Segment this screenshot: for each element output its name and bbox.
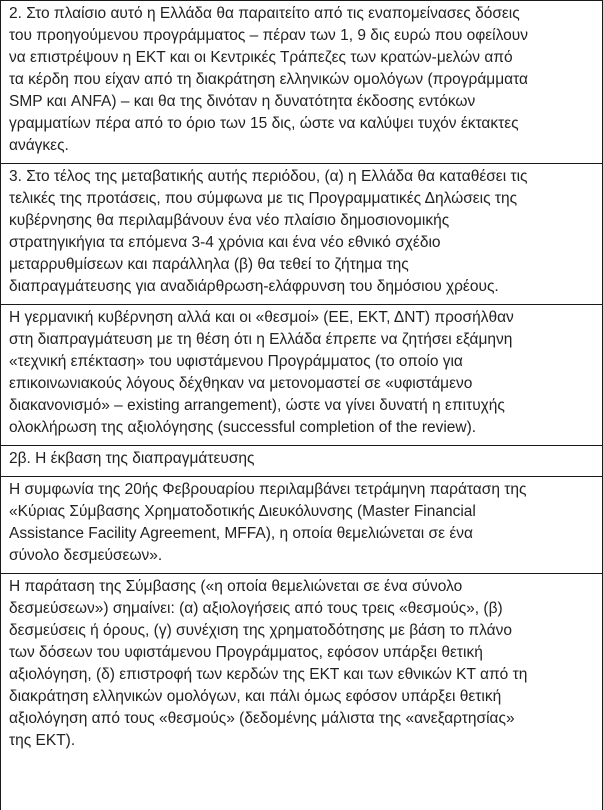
paragraph-section-3-transition-end: 3. Στο τέλος της μεταβατικής αυτής περιόδου, (α) η Ελλάδα θα καταθέσει τις τελικές της προτάσεις, που σύμφωνα με τις Προγραμματικές Δηλώσεις της κυβέρνησης θα περιλαμβάνουν ένα νέο πλαίσιο δημοσιονομικής στρατηγικήγια τα επόμενα 3-4 χρόνια και ένα νέο εθνικό σχέδιο μεταρρυθμίσεων και παράλληλα (β) θα τεθεί το ζήτημα της διαπραγμάτευσης για αναδιάρθρωση-ελάφρυνση του δημόσιου χρέους.	[1, 164, 602, 305]
paragraph-feb-20-agreement: Η συμφωνία της 20ής Φεβρουαρίου περιλαμβάνει τετράμηνη παράταση της «Κύριας Σύμβασης Χρηματοδοτικής Διευκόλυνσης (Master Financial Assistance Facility Agreement, MFFA), η οποία θεμελιώνεται σε ένα σύνολο δεσμεύσεων».	[1, 477, 602, 574]
paragraph-german-government-position: Η γερμανική κυβέρνηση αλλά και οι «θεσμοί» (ΕΕ, ΕΚΤ, ΔΝΤ) προσήλθαν στη διαπραγμάτευση με τη θέση ότι η Ελλάδα έπρεπε να ζητήσει εξάμηνη «τεχνική επέκταση» του υφιστάμενου Προγράμματος (το οποίο για επικοινωνιακούς λόγους δέχθηκαν να μετονομαστεί σε «υφιστάμενο διακανονισμό» – existing arrangement), ώστε να γίνει δυνατή η επιτυχής ολοκλήρωση της αξιολόγησης (successful completion of the review).	[1, 305, 602, 446]
section-heading-2b: 2β. Η έκβαση της διαπραγμάτευσης	[1, 446, 602, 477]
paragraph-section-2-previous-program: 2. Στο πλαίσιο αυτό η Ελλάδα θα παραιτείτο από τις εναπομείνασες δόσεις του προηγούμενου προγράμματος – πέραν των 1, 9 δις ευρώ που οφείλουν να επιστρέψουν η ΕΚΤ και οι Κεντρικές Τράπεζες των κρατών-μελών από τα κέρδη που είχαν από τη διακράτηση ελληνικών ομολόγων (προγράμματα SMP και ANFA) – και θα της δινόταν η δυνατότητα έκδοσης εντόκων γραμματίων πέρα από το όριο των 15 δις, ώστε να καλύψει τυχόν έκτακτες ανάγκες.	[1, 1, 602, 164]
paragraph-extension-meaning: Η παράταση της Σύμβασης («η οποία θεμελιώνεται σε ένα σύνολο δεσμεύσεων») σημαίνει: (α) αξιολογήσεις από τους τρεις «θεσμούς», (β) δεσμεύσεις ή όρους, (γ) συνέχιση της χρηματοδότησης με βάση το πλάνο των δόσεων του υφιστάμενου Προγράμματος, εφόσον υπάρξει θετική αξιολόγηση, (δ) επιστροφή των κερδών της ΕΚΤ και των εθνικών ΚΤ από τη διακράτηση ελληνικών ομολόγων, και πάλι όμως εφόσον υπάρξει θετική αξιολόγηση από τους «θεσμούς» (δεδομένης μάλιστα της «ανεξαρτησίας» της ΕΚΤ).	[9, 578, 528, 749]
